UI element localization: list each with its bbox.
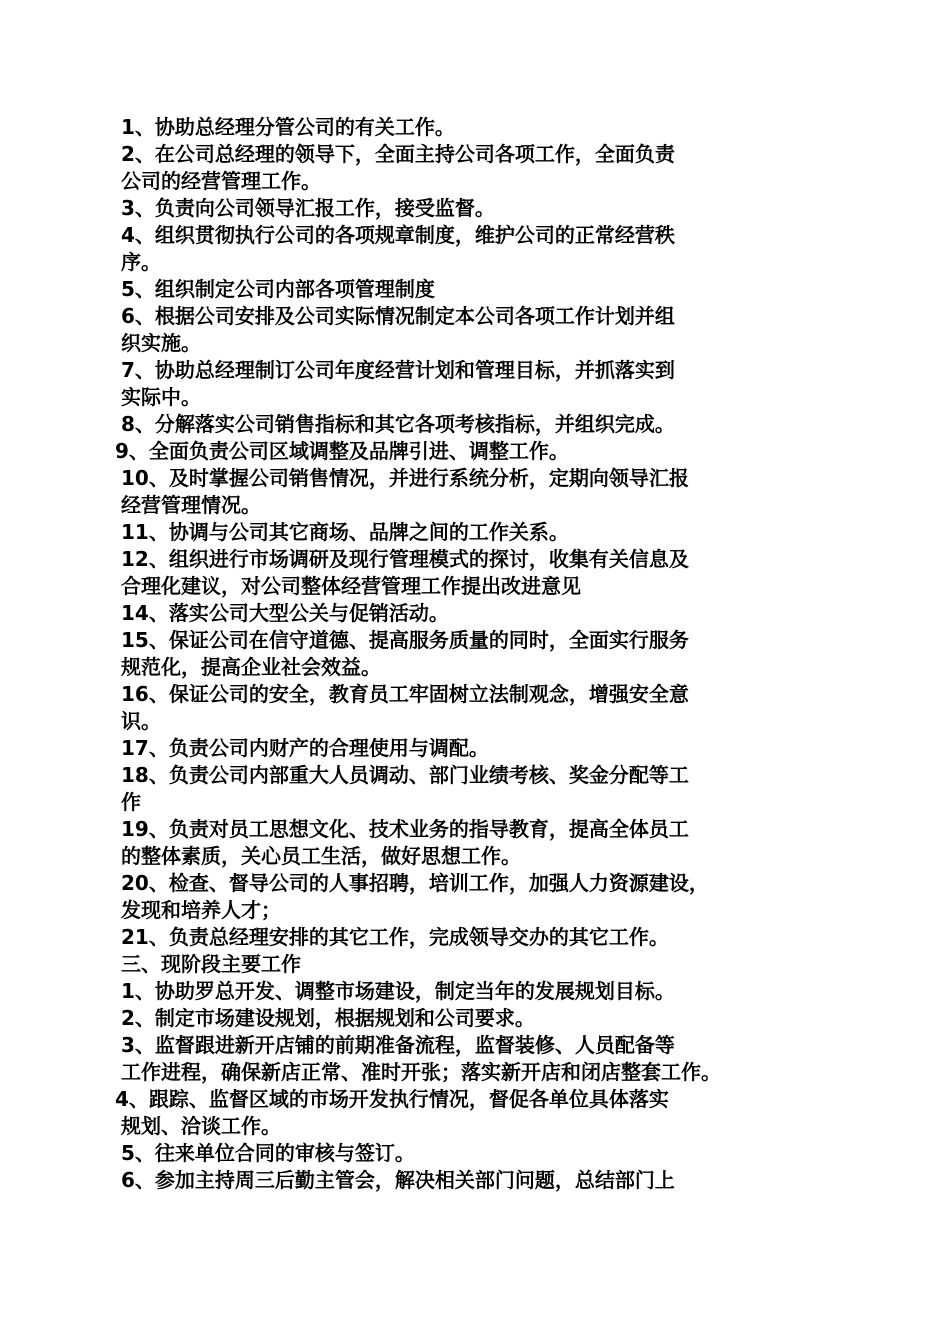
text-line: 3、负责向公司领导汇报工作，接受监督。 <box>121 196 495 220</box>
text-line: 工作进程，确保新店正常、准时开张；落实新开店和闭店整套工作。 <box>121 1060 721 1084</box>
text-line: 5、往来单位合同的审核与签订。 <box>121 1141 415 1165</box>
text-line: 6、根据公司安排及公司实际情况制定本公司各项工作计划并组 <box>121 304 675 328</box>
text-line: 4、跟踪、监督区域的市场开发执行情况，督促各单位具体落实 <box>115 1087 669 1111</box>
text-line: 4、组织贯彻执行公司的各项规章制度，维护公司的正常经营秩 <box>121 223 675 247</box>
text-line: 11、协调与公司其它商场、品牌之间的工作关系。 <box>121 520 569 544</box>
text-line: 规范化，提高企业社会效益。 <box>121 655 381 679</box>
text-line: 19、负责对员工思想文化、技术业务的指导教育，提高全体员工 <box>121 817 689 841</box>
text-line: 公司的经营管理工作。 <box>121 169 321 193</box>
text-line: 序。 <box>121 250 161 274</box>
text-line: 三、现阶段主要工作 <box>121 952 301 976</box>
text-line: 实际中。 <box>121 385 201 409</box>
text-line: 18、负责公司内部重大人员调动、部门业绩考核、奖金分配等工 <box>121 763 689 787</box>
text-line: 12、组织进行市场调研及现行管理模式的探讨，收集有关信息及 <box>121 547 689 571</box>
text-line: 经营管理情况。 <box>121 493 261 517</box>
text-line: 15、保证公司在信守道德、提高服务质量的同时，全面实行服务 <box>121 628 689 652</box>
text-line: 作 <box>121 790 141 814</box>
text-line: 1、协助总经理分管公司的有关工作。 <box>121 115 455 139</box>
text-line: 3、监督跟进新开店铺的前期准备流程，监督装修、人员配备等 <box>121 1033 675 1057</box>
text-line: 14、落实公司大型公关与促销活动。 <box>121 601 449 625</box>
text-line: 9、全面负责公司区域调整及品牌引进、调整工作。 <box>115 439 569 463</box>
text-line: 8、分解落实公司销售指标和其它各项考核指标，并组织完成。 <box>121 412 675 436</box>
document-body <box>0 114 950 1194</box>
text-line: 5、组织制定公司内部各项管理制度 <box>121 277 435 301</box>
text-line: 2、在公司总经理的领导下，全面主持公司各项工作，全面负责 <box>121 142 675 166</box>
text-line: 合理化建议，对公司整体经营管理工作提出改进意见 <box>121 574 581 598</box>
text-line: 2、制定市场建设规划，根据规划和公司要求。 <box>121 1006 535 1030</box>
text-line: 20、检查、督导公司的人事招聘，培训工作，加强人力资源建设， <box>121 871 709 895</box>
text-line: 规划、洽谈工作。 <box>121 1114 281 1138</box>
text-line: 10、及时掌握公司销售情况，并进行系统分析，定期向领导汇报 <box>121 466 689 490</box>
text-line: 识。 <box>121 709 161 733</box>
text-line: 16、保证公司的安全，教育员工牢固树立法制观念，增强安全意 <box>121 682 689 706</box>
text-line: 1、协助罗总开发、调整市场建设，制定当年的发展规划目标。 <box>121 979 675 1003</box>
text-line: 21、负责总经理安排的其它工作，完成领导交办的其它工作。 <box>121 925 669 949</box>
text-line: 17、负责公司内财产的合理使用与调配。 <box>121 736 489 760</box>
text-line: 发现和培养人才； <box>121 898 281 922</box>
text-line: 6、参加主持周三后勤主管会，解决相关部门问题，总结部门上 <box>121 1168 675 1192</box>
text-line: 7、协助总经理制订公司年度经营计划和管理目标，并抓落实到 <box>121 358 675 382</box>
text-line: 的整体素质，关心员工生活，做好思想工作。 <box>121 844 521 868</box>
text-line: 织实施。 <box>121 331 201 355</box>
